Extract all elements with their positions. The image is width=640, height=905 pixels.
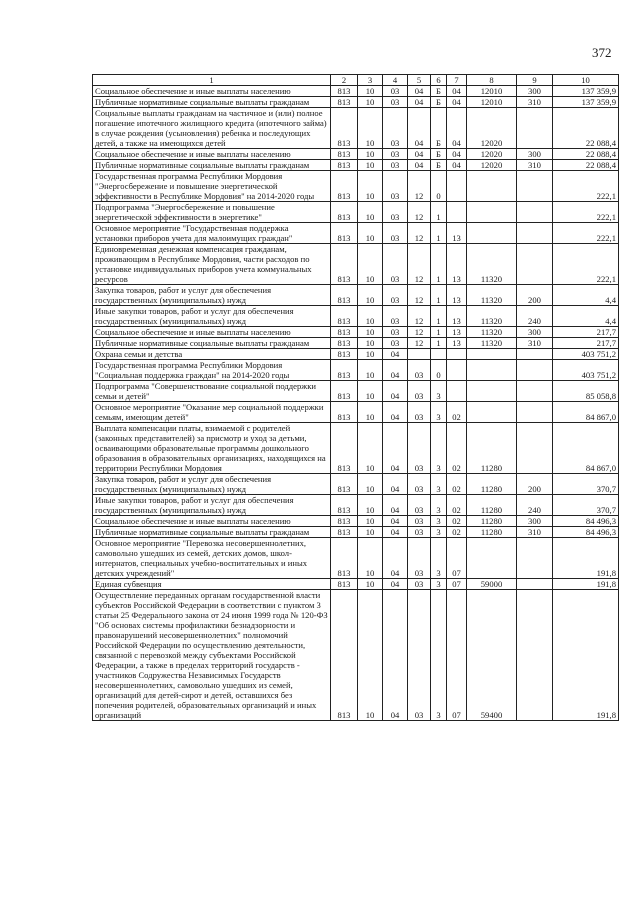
- event-code: 02: [447, 527, 467, 538]
- table-row: [93, 538, 619, 579]
- program-code: 12: [408, 202, 431, 223]
- section-code: 10: [358, 97, 383, 108]
- table-row: [93, 306, 619, 327]
- expense-type-code: 300: [517, 516, 553, 527]
- rzpr-code: 813: [331, 516, 358, 527]
- amount: 191,8: [553, 579, 619, 590]
- section-code: 10: [358, 381, 383, 402]
- program-code: 12: [408, 306, 431, 327]
- direction-code: 12020: [467, 160, 517, 171]
- row-name: Публичные нормативные социальные выплаты гражданам: [93, 338, 331, 349]
- section-code: 10: [358, 495, 383, 516]
- page-number: 372: [592, 45, 612, 60]
- program-code: 03: [408, 527, 431, 538]
- row-name: Публичные нормативные социальные выплаты гражданам: [93, 97, 331, 108]
- event-code: 02: [447, 423, 467, 474]
- program-code: 03: [408, 402, 431, 423]
- rzpr-code: 813: [331, 579, 358, 590]
- amount: 84 496,3: [553, 527, 619, 538]
- table-row: [93, 402, 619, 423]
- subprogram-code: 3: [431, 474, 447, 495]
- rzpr-code: 813: [331, 108, 358, 149]
- expense-type-code: [517, 590, 553, 721]
- event-code: 13: [447, 327, 467, 338]
- row-name: Социальное обеспечение и иные выплаты населению: [93, 86, 331, 97]
- event-code: 02: [447, 402, 467, 423]
- program-code: 12: [408, 244, 431, 285]
- table-row: [93, 97, 619, 108]
- subprogram-code: 3: [431, 402, 447, 423]
- row-name: Социальное обеспечение и иные выплаты населению: [93, 327, 331, 338]
- table-row: [93, 285, 619, 306]
- event-code: 04: [447, 108, 467, 149]
- amount: 370,7: [553, 474, 619, 495]
- direction-code: [467, 402, 517, 423]
- rzpr-code: 813: [331, 202, 358, 223]
- section-code: 10: [358, 590, 383, 721]
- event-code: 07: [447, 538, 467, 579]
- rzpr-code: 813: [331, 360, 358, 381]
- subsection-code: 03: [383, 160, 408, 171]
- expense-type-code: [517, 244, 553, 285]
- table-row: [93, 244, 619, 285]
- subprogram-code: 3: [431, 423, 447, 474]
- amount: 222,1: [553, 244, 619, 285]
- row-name: Социальное обеспечение и иные выплаты населению: [93, 149, 331, 160]
- direction-code: [467, 538, 517, 579]
- row-name: Иные закупки товаров, работ и услуг для обеспечения государственных (муниципальных) нужд: [93, 306, 331, 327]
- subprogram-code: 1: [431, 223, 447, 244]
- column-header: 7: [447, 75, 467, 86]
- amount: 4,4: [553, 306, 619, 327]
- table-row: [93, 516, 619, 527]
- subprogram-code: 1: [431, 327, 447, 338]
- row-name: Иные закупки товаров, работ и услуг для обеспечения государственных (муниципальных) нужд: [93, 495, 331, 516]
- direction-code: 11320: [467, 306, 517, 327]
- direction-code: [467, 349, 517, 360]
- expense-type-code: 240: [517, 495, 553, 516]
- subprogram-code: 1: [431, 338, 447, 349]
- amount: 217,7: [553, 338, 619, 349]
- direction-code: 12020: [467, 149, 517, 160]
- column-header: 4: [383, 75, 408, 86]
- rzpr-code: 813: [331, 538, 358, 579]
- section-code: 10: [358, 402, 383, 423]
- amount: 22 088,4: [553, 160, 619, 171]
- row-name: Социальное обеспечение и иные выплаты населению: [93, 516, 331, 527]
- column-header: 8: [467, 75, 517, 86]
- section-code: 10: [358, 244, 383, 285]
- subprogram-code: Б: [431, 97, 447, 108]
- table-row: [93, 495, 619, 516]
- row-name: Единая субвенция: [93, 579, 331, 590]
- event-code: 02: [447, 495, 467, 516]
- expense-type-code: [517, 202, 553, 223]
- row-name: Выплата компенсации платы, взимаемой с родителей (законных представителей) за присмотр и уход за детьми, осваивающими образовательные программы дошкольного образования в образовательных организациях, находящихся на территории Республики Мордовия: [93, 423, 331, 474]
- table-row: [93, 349, 619, 360]
- table-row: [93, 160, 619, 171]
- direction-code: [467, 360, 517, 381]
- rzpr-code: 813: [331, 327, 358, 338]
- rzpr-code: 813: [331, 474, 358, 495]
- table-row: [93, 381, 619, 402]
- direction-code: [467, 171, 517, 202]
- expense-type-code: [517, 108, 553, 149]
- amount: 22 088,4: [553, 149, 619, 160]
- direction-code: 11280: [467, 474, 517, 495]
- program-code: 12: [408, 285, 431, 306]
- rzpr-code: 813: [331, 402, 358, 423]
- subsection-code: 03: [383, 108, 408, 149]
- subsection-code: 04: [383, 381, 408, 402]
- program-code: 03: [408, 579, 431, 590]
- amount: 403 751,2: [553, 349, 619, 360]
- section-code: 10: [358, 516, 383, 527]
- row-name: Публичные нормативные социальные выплаты гражданам: [93, 160, 331, 171]
- expense-type-code: 310: [517, 338, 553, 349]
- subprogram-code: 3: [431, 579, 447, 590]
- expense-type-code: 200: [517, 285, 553, 306]
- event-code: 02: [447, 516, 467, 527]
- amount: 85 058,8: [553, 381, 619, 402]
- expense-type-code: 300: [517, 327, 553, 338]
- event-code: 04: [447, 86, 467, 97]
- program-code: 03: [408, 590, 431, 721]
- expense-type-code: [517, 402, 553, 423]
- section-code: 10: [358, 349, 383, 360]
- section-code: 10: [358, 360, 383, 381]
- program-code: 04: [408, 108, 431, 149]
- direction-code: 11280: [467, 495, 517, 516]
- event-code: 04: [447, 160, 467, 171]
- section-code: 10: [358, 327, 383, 338]
- row-name: Охрана семьи и детства: [93, 349, 331, 360]
- event-code: 02: [447, 474, 467, 495]
- expense-type-code: [517, 360, 553, 381]
- event-code: [447, 202, 467, 223]
- subsection-code: 03: [383, 285, 408, 306]
- direction-code: [467, 223, 517, 244]
- section-code: 10: [358, 538, 383, 579]
- direction-code: 11280: [467, 516, 517, 527]
- section-code: 10: [358, 423, 383, 474]
- expense-type-code: 310: [517, 160, 553, 171]
- row-name: Государственная программа Республики Мордовия "Социальная поддержка граждан" на 2014-2020 годы: [93, 360, 331, 381]
- subprogram-code: [431, 349, 447, 360]
- table-row: [93, 86, 619, 97]
- subsection-code: 04: [383, 423, 408, 474]
- amount: 84 496,3: [553, 516, 619, 527]
- subsection-code: 04: [383, 495, 408, 516]
- rzpr-code: 813: [331, 160, 358, 171]
- rzpr-code: 813: [331, 338, 358, 349]
- program-code: 03: [408, 474, 431, 495]
- program-code: 04: [408, 97, 431, 108]
- subsection-code: 03: [383, 327, 408, 338]
- rzpr-code: 813: [331, 86, 358, 97]
- column-header: 2: [331, 75, 358, 86]
- subprogram-code: 3: [431, 495, 447, 516]
- row-name: Единовременная денежная компенсация гражданам, проживающим в Республике Мордовия, части расходов по установке индивидуальных приборов учета коммунальных ресурсов: [93, 244, 331, 285]
- rzpr-code: 813: [331, 171, 358, 202]
- row-name: Подпрограмма "Энергосбережение и повышение энергетической эффективности в энергетике": [93, 202, 331, 223]
- subsection-code: 03: [383, 306, 408, 327]
- section-code: 10: [358, 160, 383, 171]
- amount: 222,1: [553, 202, 619, 223]
- amount: 137 359,9: [553, 86, 619, 97]
- direction-code: 11320: [467, 338, 517, 349]
- row-name: Закупка товаров, работ и услуг для обеспечения государственных (муниципальных) нужд: [93, 285, 331, 306]
- subsection-code: 04: [383, 474, 408, 495]
- event-code: 13: [447, 306, 467, 327]
- amount: 222,1: [553, 223, 619, 244]
- amount: 84 867,0: [553, 423, 619, 474]
- expense-type-code: 300: [517, 149, 553, 160]
- subprogram-code: 1: [431, 244, 447, 285]
- section-code: 10: [358, 223, 383, 244]
- expense-type-code: [517, 349, 553, 360]
- amount: 222,1: [553, 171, 619, 202]
- rzpr-code: 813: [331, 423, 358, 474]
- rzpr-code: 813: [331, 149, 358, 160]
- subprogram-code: 3: [431, 527, 447, 538]
- program-code: 03: [408, 381, 431, 402]
- program-code: 12: [408, 171, 431, 202]
- subprogram-code: 3: [431, 381, 447, 402]
- expense-type-code: [517, 171, 553, 202]
- rzpr-code: 813: [331, 244, 358, 285]
- subsection-code: 03: [383, 223, 408, 244]
- subsection-code: 03: [383, 149, 408, 160]
- expense-type-code: [517, 223, 553, 244]
- table-row: [93, 590, 619, 721]
- subsection-code: 03: [383, 86, 408, 97]
- subsection-code: 04: [383, 579, 408, 590]
- event-code: 07: [447, 590, 467, 721]
- subprogram-code: Б: [431, 149, 447, 160]
- amount: 191,8: [553, 590, 619, 721]
- column-header: 6: [431, 75, 447, 86]
- event-code: 07: [447, 579, 467, 590]
- subprogram-code: 1: [431, 285, 447, 306]
- amount: 191,8: [553, 538, 619, 579]
- program-code: 03: [408, 516, 431, 527]
- direction-code: 11320: [467, 327, 517, 338]
- table-row: [93, 171, 619, 202]
- row-name: Осуществление переданных органам государственной власти субъектов Российской Федерации в соответствии с пунктом 3 статьи 25 Федерального закона от 24 июня 1999 года № 120-ФЗ "Об основах системы профилактики безнадзорности и правонарушений несовершеннолетних" полномочий Российской Федерации по осуществлению деятельности, связанной с перевозкой между субъектами Российской Федерации, а также в пределах территорий государств - участников Содружества Независимых Государств несовершеннолетних, самовольно ушедших из семей, организаций для детей-сирот и детей, оставшихся без попечения родителей, образовательных организаций и иных организаций: [93, 590, 331, 721]
- subprogram-code: Б: [431, 86, 447, 97]
- direction-code: 11320: [467, 244, 517, 285]
- rzpr-code: 813: [331, 590, 358, 721]
- amount: 4,4: [553, 285, 619, 306]
- rzpr-code: 813: [331, 349, 358, 360]
- direction-code: [467, 381, 517, 402]
- expense-type-code: 240: [517, 306, 553, 327]
- section-code: 10: [358, 527, 383, 538]
- subprogram-code: 3: [431, 516, 447, 527]
- row-name: Основное мероприятие "Государственная поддержка установки приборов учета для малоимущих граждан": [93, 223, 331, 244]
- rzpr-code: 813: [331, 381, 358, 402]
- rzpr-code: 813: [331, 97, 358, 108]
- subprogram-code: Б: [431, 108, 447, 149]
- header-row: [93, 75, 619, 86]
- expense-type-code: [517, 579, 553, 590]
- program-code: 03: [408, 360, 431, 381]
- subprogram-code: 3: [431, 538, 447, 579]
- direction-code: 12020: [467, 108, 517, 149]
- row-name: Государственная программа Республики Мордовия "Энергосбережение и повышение энергетической эффективности в Республике Мордовия" на 2014-2020 годы: [93, 171, 331, 202]
- section-code: 10: [358, 579, 383, 590]
- program-code: 12: [408, 338, 431, 349]
- subsection-code: 04: [383, 527, 408, 538]
- rzpr-code: 813: [331, 527, 358, 538]
- rzpr-code: 813: [331, 495, 358, 516]
- program-code: 03: [408, 495, 431, 516]
- column-header: 5: [408, 75, 431, 86]
- expense-type-code: 310: [517, 527, 553, 538]
- budget-table: [92, 74, 619, 721]
- table-row: [93, 360, 619, 381]
- table-row: [93, 202, 619, 223]
- expense-type-code: [517, 538, 553, 579]
- section-code: 10: [358, 285, 383, 306]
- event-code: [447, 381, 467, 402]
- event-code: 13: [447, 338, 467, 349]
- direction-code: 59000: [467, 579, 517, 590]
- table-row: [93, 223, 619, 244]
- program-code: [408, 349, 431, 360]
- subprogram-code: Б: [431, 160, 447, 171]
- event-code: [447, 360, 467, 381]
- event-code: 13: [447, 244, 467, 285]
- rzpr-code: 813: [331, 306, 358, 327]
- direction-code: 11320: [467, 285, 517, 306]
- table-body: [93, 75, 619, 721]
- section-code: 10: [358, 306, 383, 327]
- direction-code: 12010: [467, 97, 517, 108]
- table-row: [93, 108, 619, 149]
- column-header: 3: [358, 75, 383, 86]
- amount: 22 088,4: [553, 108, 619, 149]
- program-code: 04: [408, 149, 431, 160]
- subsection-code: 03: [383, 338, 408, 349]
- direction-code: 11280: [467, 527, 517, 538]
- subprogram-code: 0: [431, 360, 447, 381]
- program-code: 03: [408, 538, 431, 579]
- column-header: 10: [553, 75, 619, 86]
- direction-code: [467, 202, 517, 223]
- subsection-code: 04: [383, 538, 408, 579]
- section-code: 10: [358, 202, 383, 223]
- program-code: 04: [408, 86, 431, 97]
- section-code: 10: [358, 108, 383, 149]
- subprogram-code: 1: [431, 202, 447, 223]
- amount: 370,7: [553, 495, 619, 516]
- subprogram-code: 1: [431, 306, 447, 327]
- event-code: [447, 171, 467, 202]
- event-code: 13: [447, 285, 467, 306]
- event-code: [447, 349, 467, 360]
- subprogram-code: 0: [431, 171, 447, 202]
- expense-type-code: [517, 381, 553, 402]
- subsection-code: 03: [383, 202, 408, 223]
- subsection-code: 03: [383, 97, 408, 108]
- row-name: Социальные выплаты гражданам на частичное и (или) полное погашение ипотечного жилищного кредита (ипотечного займа) в случае рождения (усыновления) ребенка и последующих детей, а также на имеющихся детей: [93, 108, 331, 149]
- event-code: 13: [447, 223, 467, 244]
- table-row: [93, 579, 619, 590]
- program-code: 03: [408, 423, 431, 474]
- section-code: 10: [358, 474, 383, 495]
- subsection-code: 04: [383, 590, 408, 721]
- amount: 403 751,2: [553, 360, 619, 381]
- table-row: [93, 327, 619, 338]
- subsection-code: 03: [383, 244, 408, 285]
- rzpr-code: 813: [331, 223, 358, 244]
- rzpr-code: 813: [331, 285, 358, 306]
- table-row: [93, 338, 619, 349]
- section-code: 10: [358, 171, 383, 202]
- event-code: 04: [447, 149, 467, 160]
- subsection-code: 04: [383, 516, 408, 527]
- expense-type-code: [517, 423, 553, 474]
- row-name: Основное мероприятие "Перевозка несовершеннолетних, самовольно ушедших из семей, детских домов, школ-интернатов, специальных учебно-воспитательных и иных детских учреждений": [93, 538, 331, 579]
- direction-code: 59400: [467, 590, 517, 721]
- section-code: 10: [358, 86, 383, 97]
- table-row: [93, 149, 619, 160]
- program-code: 12: [408, 327, 431, 338]
- column-header: 1: [93, 75, 331, 86]
- row-name: Основное мероприятие "Оказание мер социальной поддержки семьям, имеющим детей": [93, 402, 331, 423]
- event-code: 04: [447, 97, 467, 108]
- direction-code: 12010: [467, 86, 517, 97]
- expense-type-code: 300: [517, 86, 553, 97]
- amount: 217,7: [553, 327, 619, 338]
- program-code: 12: [408, 223, 431, 244]
- table-row: [93, 527, 619, 538]
- subprogram-code: 3: [431, 590, 447, 721]
- subsection-code: 04: [383, 402, 408, 423]
- table-row: [93, 423, 619, 474]
- expense-type-code: 200: [517, 474, 553, 495]
- amount: 137 359,9: [553, 97, 619, 108]
- program-code: 04: [408, 160, 431, 171]
- section-code: 10: [358, 338, 383, 349]
- row-name: Закупка товаров, работ и услуг для обеспечения государственных (муниципальных) нужд: [93, 474, 331, 495]
- table-row: [93, 474, 619, 495]
- subsection-code: 04: [383, 349, 408, 360]
- expense-type-code: 310: [517, 97, 553, 108]
- row-name: Публичные нормативные социальные выплаты гражданам: [93, 527, 331, 538]
- subsection-code: 04: [383, 360, 408, 381]
- row-name: Подпрограмма "Совершенствование социальной поддержки семьи и детей": [93, 381, 331, 402]
- subsection-code: 03: [383, 171, 408, 202]
- column-header: 9: [517, 75, 553, 86]
- amount: 84 867,0: [553, 402, 619, 423]
- direction-code: 11280: [467, 423, 517, 474]
- section-code: 10: [358, 149, 383, 160]
